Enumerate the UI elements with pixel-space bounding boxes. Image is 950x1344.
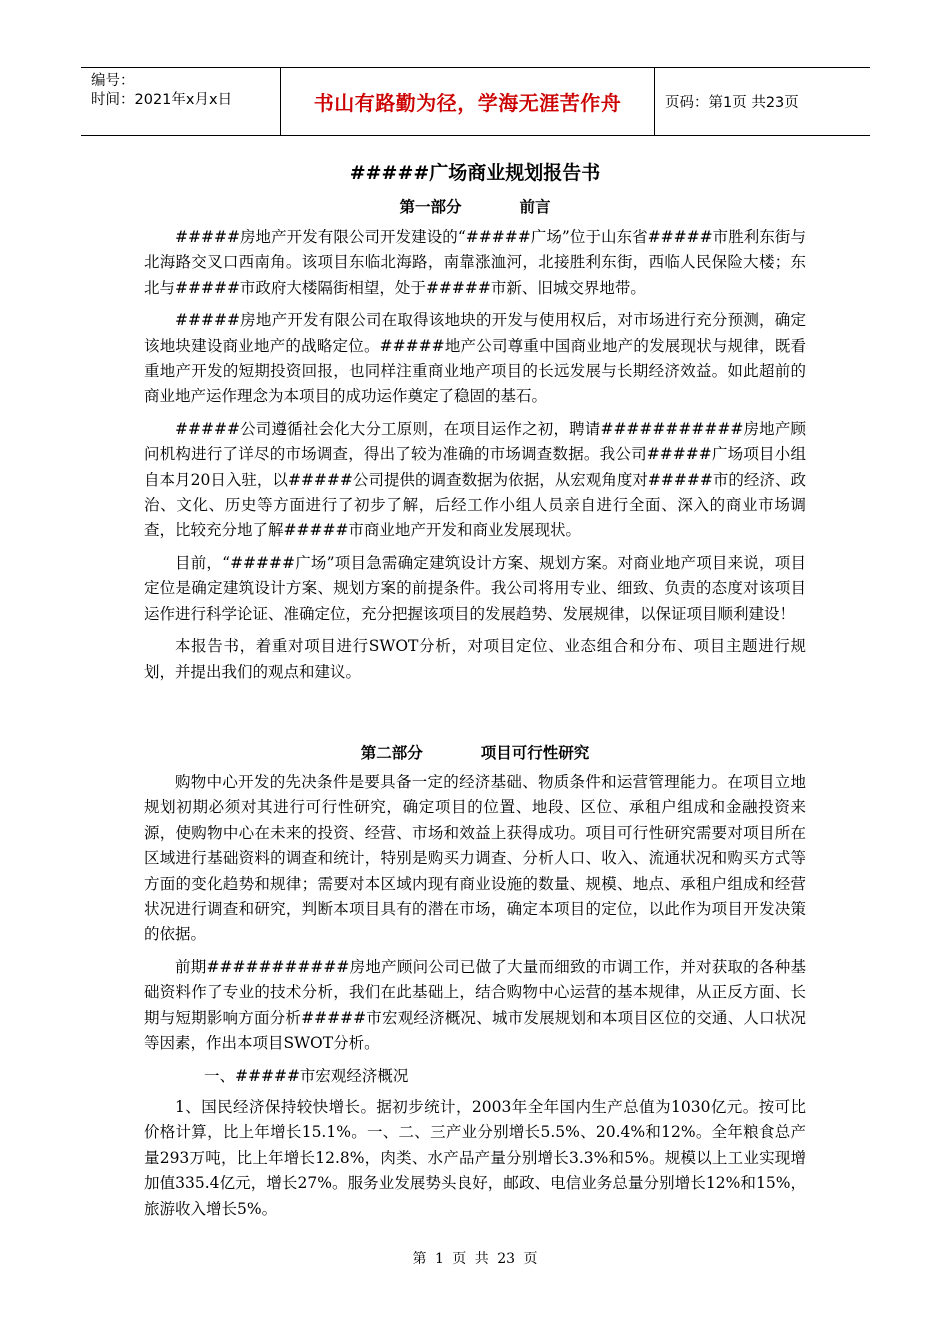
part2-number: 第二部分: [360, 744, 423, 762]
paragraph: 前期###########房地产顾问公司已做了大量而细致的市调工作，并对获取的各种基础资料作了专业的技术分析，我们在此基础上，结合购物中心运营的基本规律，从正反方面、长期与短期影响方面分析#####市宏观经济概况、城市发展规划和本项目区位的交通、人口状况等因素，作出本项目SWOT分析。: [144, 957, 806, 1053]
part1-name: 前言: [519, 198, 551, 216]
part2-body-continued: [144, 1095, 806, 1222]
page-info: 页码：第1页 共23页: [665, 95, 799, 111]
part1-body: [144, 225, 806, 685]
paragraph: #####房地产开发有限公司开发建设的“#####广场”位于山东省#####市胜利东街与北海路交叉口西南角。该项目东临北海路，南靠涨洫河，北接胜利东街，西临人民保险大楼；东北与#####市政府大楼隔街相望，处于#####市新、旧城交界地带。: [144, 228, 806, 297]
code-label: 编号：: [91, 73, 135, 89]
document-title: #####广场商业规划报告书: [349, 162, 601, 184]
part2-body: [144, 770, 806, 1056]
header-table: [81, 67, 870, 136]
part1-number: 第一部分: [399, 198, 462, 216]
paragraph: 1、国民经济保持较快增长。据初步统计，2003年全年国内生产总值为1030亿元。按可比价格计算，比上年增长15.1%。一、二、三产业分别增长5.5%、20.4%和12%。全年粮食总产量293万吨，比上年增长12.8%，肉类、水产品产量分别增长3.3%和5%。规模以上工业实现增加值335.4亿元，增长27%。服务业发展势头良好，邮政、电信业务总量分别增长12%和15%，旅游收入增长5%。: [144, 1098, 806, 1218]
subheading: 一、#####市宏观经济概况: [204, 1067, 409, 1085]
paragraph: 本报告书，着重对项目进行SWOT分析，对项目定位、业态组合和分布、项目主题进行规划，并提出我们的观点和建议。: [144, 637, 806, 681]
part1-heading: [0, 195, 950, 217]
date-line: 时间：2021年x月x日: [91, 92, 233, 108]
part2-heading: [0, 741, 950, 763]
part2-name: 项目可行性研究: [480, 744, 590, 762]
paragraph: 购物中心开发的先决条件是要具备一定的经济基础、物质条件和运营管理能力。在项目立地规划初期必须对其进行可行性研究，确定项目的位置、地段、区位、承租户组成和金融投资来源，使购物中心在未来的投资、经营、市场和效益上获得成功。项目可行性研究需要对项目所在区域进行基础资料的调查和统计，特别是购买力调查、分析人口、收入、流通状况和购买方式等方面的变化趋势和规律；需要对本区域内现有商业设施的数量、规模、地点、承租户组成和经营状况进行调查和研究，判断本项目具有的潜在市场，确定本项目的定位，以此作为项目开发决策的依据。: [144, 773, 806, 944]
motto: 书山有路勤为径，学海无涯苦作舟: [280, 68, 655, 135]
page-footer: 第 1 页 共 23 页: [412, 1251, 538, 1267]
header-left-cell: [81, 68, 280, 135]
paragraph: #####公司遵循社会化大分工原则，在项目运作之初，聘请###########房地产顾问机构进行了详尽的市场调查，得出了较为准确的市场调查数据。我公司#####广场项目小组自本月20日入驻，以#####公司提供的调查数据为依据，从宏观角度对#####市的经济、政治、文化、历史等方面进行了初步了解，后经工作小组人员亲自进行全面、深入的商业市场调查，比较充分地了解#####市商业地产开发和商业发展现状。: [144, 419, 806, 540]
paragraph: 目前，“#####广场”项目急需确定建筑设计方案、规划方案。对商业地产项目来说，项目定位是确定建筑设计方案、规划方案的前提条件。我公司将用专业、细致、负责的态度对该项目运作进行科学论证、准确定位，充分把握该项目的发展趋势、发展规律，以保证项目顺利建设！: [144, 553, 806, 623]
paragraph: #####房地产开发有限公司在取得该地块的开发与使用权后，对市场进行充分预测，确定该地块建设商业地产的战略定位。#####地产公司尊重中国商业地产的发展现状与规律，既看重地产开发的短期投资回报，也同样注重商业地产项目的长远发展与长期经济效益。如此超前的商业地产运作理念为本项目的成功运作奠定了稳固的基石。: [144, 311, 806, 406]
